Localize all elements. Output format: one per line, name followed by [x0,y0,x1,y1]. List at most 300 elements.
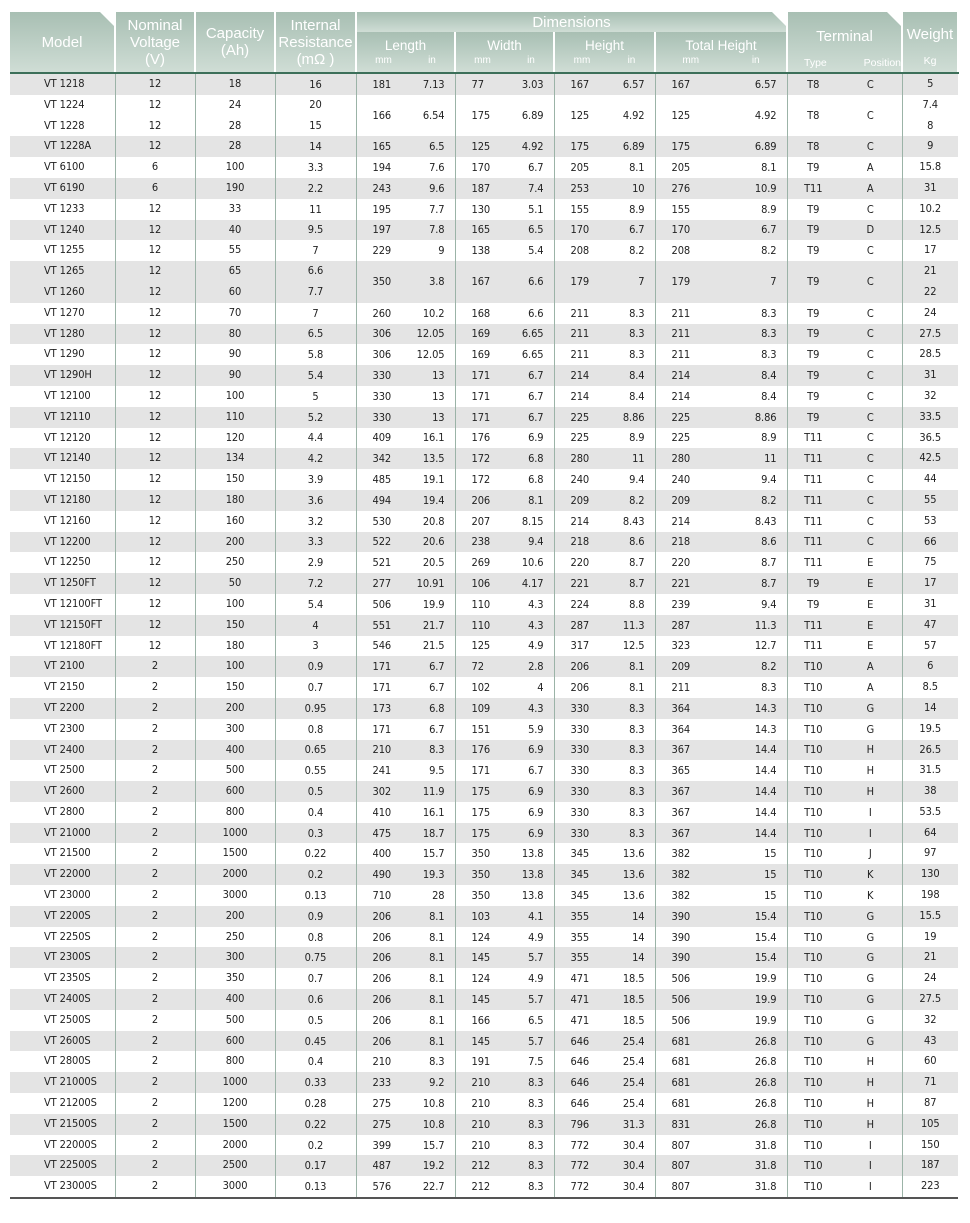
cell-length-mm: 506 [372,597,392,611]
table-row [10,220,958,241]
cell-terminal-position: C [839,136,902,157]
cell-length-in: 8.1 [407,906,455,927]
table-row [10,843,958,864]
cell-resistance: 0.3 [275,823,356,844]
cell-capacity: 160 [195,511,275,532]
cell-terminal-position: G [839,947,902,968]
cell-weight: 42.5 [902,448,958,469]
cell-capacity: 800 [195,802,275,823]
cell-height-mm: 208 [570,244,590,258]
cell-width-mm: 125 [471,639,491,653]
cell-terminal-position: C [839,73,902,95]
cell-total-height-in: 8.9 [719,199,787,220]
cell-height-mm: 330 [570,722,590,736]
cell-resistance: 3.6 [275,490,356,511]
cell-height-mm: 253 [554,178,607,199]
cell-weight: 43 [902,1031,958,1052]
cell-length-mm: 260 [372,306,392,320]
cell-weight: 32 [924,388,937,402]
cell-total-height-in: 6.7 [719,220,787,241]
cell-height-mm: 287 [554,615,607,636]
cell-weight: 150 [920,1137,940,1151]
cell-total-height-in: 15.4 [719,906,787,927]
header-total-height: Total Height mm in [655,32,787,73]
cell-height-mm: 330 [554,698,607,719]
cell-total-height-mm: 240 [671,473,691,487]
cell-model: VT 12180 [10,490,115,511]
cell-height-in: 8.9 [607,199,655,220]
cell-height-in: 9.4 [607,469,655,490]
cell-weight: 33.5 [902,407,958,428]
cell-capacity: 40 [195,220,275,241]
cell-height-in: 6.89 [607,136,655,157]
table-row [10,386,958,407]
cell-terminal-type: T9 [787,324,839,345]
cell-weight: 64 [902,823,958,844]
cell-width-in: 4.3 [506,615,554,636]
cell-total-height-mm: 681 [671,1055,691,1069]
cell-length-in: 10.2 [407,303,455,324]
cell-length-in: 9.2 [407,1072,455,1093]
cell-width-in: 8.3 [506,1114,554,1135]
cell-terminal-type: T11 [787,490,839,511]
cell-width-in: 6.6 [506,261,554,303]
cell-voltage: 2 [115,677,195,698]
cell-width-in: 9.4 [506,532,554,553]
cell-voltage: 12 [115,615,195,636]
cell-model: VT 2350S [10,968,115,989]
cell-total-height-mm: 364 [655,698,719,719]
cell-resistance: 3.3 [275,532,356,553]
cell-resistance: 0.5 [275,781,356,802]
cell-length-mm: 165 [356,136,407,157]
cell-resistance: 6.6 7.7 [275,261,356,303]
table-row [10,615,958,636]
cell-model: VT 22500S [10,1155,115,1176]
cell-height-mm: 179 [554,261,607,303]
cell-length-in: 9 [407,240,455,261]
cell-terminal-type: T11 [804,431,823,445]
cell-model: VT 22000S [10,1135,115,1156]
cell-length-mm: 330 [372,389,392,403]
cell-terminal-position: I [839,802,902,823]
cell-capacity: 250 [195,927,275,948]
cell-width-mm: 110 [471,597,491,611]
cell-model: VT 2800S [10,1051,115,1072]
table-row [10,552,958,573]
cell-voltage: 2 [115,885,195,906]
cell-terminal-type: T9 [807,597,820,611]
cell-width-mm: 191 [471,1055,491,1069]
cell-terminal-type: T10 [804,805,823,819]
cell-height-in: 8.3 [607,740,655,761]
table-row [10,947,958,968]
cell-voltage: 12 [115,636,195,657]
cell-length-in: 6.7 [407,656,455,677]
cell-length-in: 10.91 [407,573,455,594]
cell-height-in: 8.3 [607,760,655,781]
cell-total-height-in: 8.4 [719,386,787,407]
cell-total-height-mm: 506 [671,1013,691,1027]
cell-capacity: 300 [195,719,275,740]
cell-capacity: 65 60 [195,261,275,303]
cell-terminal-type: T10 [787,823,839,844]
cell-total-height-in: 9.4 [719,469,787,490]
cell-voltage: 12 [115,511,195,532]
cell-length-mm: 302 [356,781,407,802]
cell-width-in: 4.3 [506,594,554,615]
cell-total-height-in: 8.7 [719,552,787,573]
cell-length-mm: 233 [356,1072,407,1093]
cell-model: VT 1218 [10,73,115,95]
table-row [10,157,958,178]
cell-length-in: 13 [407,386,455,407]
cell-width-in: 6.65 [506,344,554,365]
cell-terminal-type: T10 [787,1114,839,1135]
cell-length-mm: 551 [356,615,407,636]
cell-terminal-position: H [839,1114,902,1135]
cell-length-mm: 206 [372,1013,392,1027]
cell-width-in: 6.9 [506,740,554,761]
cell-length-in: 8.1 [407,927,455,948]
cell-height-in: 8.4 [607,365,655,386]
cell-width-mm: 171 [455,407,506,428]
cell-length-in: 28 [407,885,455,906]
cell-voltage: 12 [115,594,195,615]
cell-total-height-in: 4.92 [719,95,787,137]
table-row [10,448,958,469]
cell-resistance: 4 [275,615,356,636]
cell-capacity: 2000 [195,1135,275,1156]
cell-model: VT 21200S [10,1093,115,1114]
cell-terminal-position: G [839,989,902,1010]
cell-width-mm: 350 [455,864,506,885]
cell-terminal-type: T10 [787,989,839,1010]
cell-terminal-type: T8 [807,109,820,123]
cell-model: VT 21500 [10,843,115,864]
cell-width-mm: 210 [471,1138,491,1152]
cell-total-height-in: 14.4 [719,760,787,781]
cell-total-height-mm: 367 [671,805,691,819]
cell-terminal-position: A [839,178,902,199]
battery-spec-table [10,12,959,1199]
table-row [10,1155,958,1176]
cell-terminal-position: K [839,864,902,885]
cell-resistance: 0.7 [275,968,356,989]
cell-terminal-position: C [839,303,902,324]
cell-width-mm: 176 [471,431,491,445]
cell-total-height-mm: 681 [655,1072,719,1093]
cell-terminal-position: C [839,532,902,553]
cell-height-in: 13.6 [607,864,655,885]
table-row [10,864,958,885]
cell-total-height-in: 19.9 [719,989,787,1010]
cell-width-mm: 103 [455,906,506,927]
cell-terminal-type: T10 [804,1055,823,1069]
cell-model: VT 6100 [10,157,115,178]
cell-length-in: 19.3 [407,864,455,885]
cell-weight: 10.2 [919,201,942,215]
cell-length-mm: 521 [372,556,392,570]
table-row [10,365,958,386]
cell-height-mm: 125 [570,109,590,123]
cell-voltage: 12 [115,552,195,573]
cell-width-mm: 210 [455,1114,506,1135]
cell-height-mm: 225 [554,407,607,428]
table-row [10,1176,958,1198]
cell-voltage: 2 [115,1072,195,1093]
cell-total-height-mm: 287 [655,615,719,636]
cell-terminal-position: K [839,885,902,906]
cell-resistance: 20 15 [275,95,356,137]
cell-length-in: 13.5 [407,448,455,469]
cell-terminal-position: C [839,240,902,261]
cell-total-height-in: 31.8 [719,1155,787,1176]
cell-height-in: 11 [607,448,655,469]
cell-height-mm: 211 [570,306,590,320]
cell-length-in: 10.8 [407,1093,455,1114]
cell-height-in: 31.3 [607,1114,655,1135]
cell-length-mm: 206 [372,930,392,944]
table-row [10,636,958,657]
cell-total-height-in: 26.8 [719,1114,787,1135]
cell-height-in: 8.3 [607,719,655,740]
cell-terminal-type: T10 [787,1031,839,1052]
cell-width-in: 6.65 [506,324,554,345]
cell-voltage: 2 [115,1155,195,1176]
cell-capacity: 2500 [195,1155,275,1176]
cell-weight: 71 [902,1072,958,1093]
cell-width-in: 6.7 [506,386,554,407]
cell-total-height-in: 14.4 [719,802,787,823]
header-terminal: Terminal Type Position [787,12,902,73]
cell-capacity: 70 [195,303,275,324]
cell-weight: 53 [924,513,937,527]
cell-resistance: 0.9 [275,906,356,927]
table-row [10,802,958,823]
cell-terminal-type: T9 [807,389,820,403]
cell-total-height-mm: 175 [655,136,719,157]
table-row [10,178,958,199]
cell-width-in: 6.5 [506,1010,554,1031]
cell-terminal-type: T11 [804,514,823,528]
cell-height-in: 8.2 [607,240,655,261]
cell-terminal-type: T9 [807,202,820,216]
cell-height-in: 30.4 [607,1135,655,1156]
cell-width-in: 4 [506,677,554,698]
header-weight-unit: Kg [923,55,937,67]
cell-width-in: 6.89 [506,95,554,137]
cell-height-mm: 240 [570,473,590,487]
cell-capacity: 400 [195,989,275,1010]
cell-length-mm: 173 [356,698,407,719]
cell-width-mm: 172 [471,473,491,487]
cell-weight: 36.5 [919,430,942,444]
cell-total-height-in: 7 [719,261,787,303]
cell-capacity: 300 [195,947,275,968]
cell-length-in: 15.7 [407,1135,455,1156]
cell-weight: 60 [924,1054,937,1068]
cell-resistance: 0.8 [275,927,356,948]
cell-total-height-mm: 280 [655,448,719,469]
cell-length-mm: 409 [372,431,392,445]
cell-length-in: 13 [407,407,455,428]
cell-length-mm: 243 [356,178,407,199]
cell-width-mm: 168 [471,306,491,320]
cell-voltage: 6 [115,178,195,199]
table-row [10,823,958,844]
cell-total-height-mm: 239 [671,597,691,611]
cell-model: VT 23000 [10,885,115,906]
cell-total-height-mm: 221 [655,573,719,594]
cell-terminal-position: G [839,927,902,948]
cell-height-mm: 209 [554,490,607,511]
cell-width-mm: 212 [455,1155,506,1176]
cell-capacity: 100 [195,656,275,677]
cell-terminal-type: T11 [804,556,823,570]
cell-height-mm: 170 [554,220,607,241]
cell-length-in: 22.7 [407,1176,455,1198]
cell-terminal-position: G [839,698,902,719]
cell-total-height-in: 26.8 [719,1072,787,1093]
cell-width-in: 8.1 [506,490,554,511]
cell-width-in: 7.4 [506,178,554,199]
cell-width-in: 8.15 [506,511,554,532]
cell-width-mm: 110 [455,615,506,636]
cell-model: VT 2400S [10,989,115,1010]
cell-height-in: 6.7 [607,220,655,241]
cell-resistance: 5.2 [275,407,356,428]
cell-terminal-type: T8 [787,73,839,95]
cell-width-mm: 210 [471,1096,491,1110]
cell-weight: 17 [902,573,958,594]
cell-height-mm: 221 [554,573,607,594]
cell-resistance: 3.2 [275,511,356,532]
cell-resistance: 4.4 [275,428,356,449]
cell-terminal-type: T11 [787,532,839,553]
cell-total-height-mm: 367 [655,740,719,761]
cell-length-mm: 197 [356,220,407,241]
cell-model: VT 2200S [10,906,115,927]
cell-length-in: 8.1 [407,968,455,989]
cell-width-in: 4.3 [506,698,554,719]
cell-terminal-type: T10 [804,681,823,694]
cell-total-height-mm: 382 [671,888,691,902]
cell-total-height-mm: 211 [671,306,691,320]
cell-height-mm: 211 [570,348,590,362]
cell-total-height-in: 15.4 [719,927,787,948]
cell-voltage: 2 [115,760,195,781]
cell-height-mm: 155 [570,202,590,216]
cell-model: VT 1228A [10,136,115,157]
cell-terminal-position: C [839,428,902,449]
cell-width-in: 13.8 [506,885,554,906]
header-height: Height mm in [554,32,655,73]
cell-height-in: 8.3 [607,303,655,324]
cell-length-in: 7.7 [407,199,455,220]
cell-weight: 55 [902,490,958,511]
cell-height-in: 25.4 [607,1051,655,1072]
cell-model: VT 2600S [10,1031,115,1052]
cell-total-height-mm: 211 [671,348,691,362]
cell-resistance: 9.5 [275,220,356,241]
cell-resistance: 0.33 [275,1072,356,1093]
cell-length-in: 6.7 [407,719,455,740]
table-row [10,760,958,781]
cell-terminal-position: H [839,1051,902,1072]
cell-height-in: 8.3 [607,802,655,823]
cell-length-in: 6.54 [407,95,455,137]
cell-resistance: 0.22 [275,843,356,864]
cell-voltage: 12 12 [115,261,195,303]
cell-terminal-position: C [839,511,902,532]
cell-voltage: 12 [115,303,195,324]
cell-total-height-mm: 208 [671,244,691,258]
cell-width-mm: 124 [471,930,491,944]
cell-resistance: 0.28 [275,1093,356,1114]
cell-voltage: 12 [115,324,195,345]
cell-length-in: 8.1 [407,947,455,968]
cell-weight: 17 [924,243,937,257]
cell-capacity: 1500 [195,843,275,864]
cell-length-in: 3.8 [407,261,455,303]
cell-length-mm: 487 [356,1155,407,1176]
cell-height-mm: 220 [570,556,590,570]
cell-weight: 31 [924,596,937,610]
cell-width-in: 13.8 [506,843,554,864]
cell-terminal-type: T11 [787,448,839,469]
cell-terminal-position: G [839,968,902,989]
cell-height-in: 8.3 [607,698,655,719]
cell-voltage: 12 [115,386,195,407]
cell-width-in: 4.92 [506,136,554,157]
cell-width-mm: 172 [455,448,506,469]
cell-height-mm: 214 [554,365,607,386]
cell-capacity: 24 28 [195,95,275,137]
cell-length-in: 16.1 [407,802,455,823]
cell-voltage: 2 [115,1051,195,1072]
cell-total-height-in: 26.8 [719,1093,787,1114]
cell-resistance: 7 [275,303,356,324]
cell-terminal-position: C [839,407,902,428]
table-row [10,511,958,532]
cell-total-height-in: 8.4 [719,365,787,386]
cell-terminal-position: C [839,448,902,469]
table-row [10,428,958,449]
cell-length-in: 21.7 [407,615,455,636]
cell-weight: 187 [902,1155,958,1176]
cell-capacity: 200 [195,698,275,719]
cell-resistance: 14 [275,136,356,157]
cell-height-mm: 471 [554,989,607,1010]
cell-model: VT 23000S [10,1176,115,1198]
cell-voltage: 2 [115,740,195,761]
cell-capacity: 200 [195,906,275,927]
cell-terminal-position: J [839,843,902,864]
table-row [10,136,958,157]
cell-weight: 6 [902,656,958,677]
cell-height-in: 8.8 [607,594,655,615]
cell-total-height-mm: 211 [671,681,691,694]
cell-weight: 12.5 [902,220,958,241]
cell-height-in: 6.57 [607,73,655,95]
cell-weight: 44 [924,472,937,486]
cell-length-in: 15.7 [407,843,455,864]
cell-model: VT 12180FT [10,636,115,657]
cell-model: VT 22000 [10,864,115,885]
cell-capacity: 100 [195,157,275,178]
cell-model: VT 1280 [10,324,115,345]
